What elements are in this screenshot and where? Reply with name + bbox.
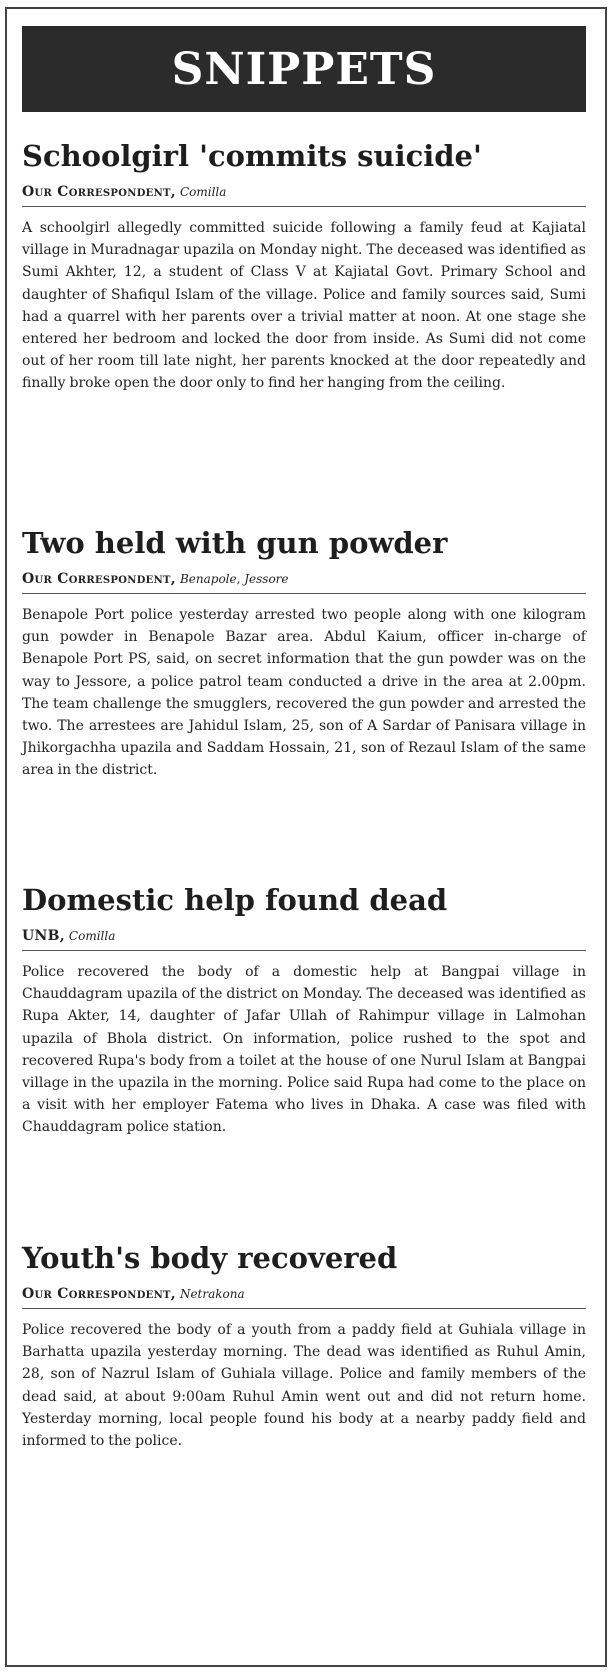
byline-source: Our Correspondent,: [22, 1286, 176, 1302]
story-byline: [22, 184, 586, 207]
byline-source: Our Correspondent,: [22, 571, 176, 587]
story-byline: [22, 928, 586, 951]
story-byline: [22, 1286, 586, 1309]
story-byline: [22, 571, 586, 594]
story-headline: Youth's body recovered: [22, 1241, 398, 1275]
story-youth-body: [22, 1240, 586, 1466]
story-domestic-help: [22, 882, 586, 1153]
byline-place: Comilla: [179, 185, 227, 199]
byline-place: Comilla: [68, 929, 116, 943]
story-body: A schoolgirl allegedly committed suicide following a family feud at Kajiatal village in Muradnagar upazila on Monday night. The deceased was identified as Sumi Akhter, 12, a student of Class V at Kajiatal Govt. Primary School and daughter of Shafiqul Islam of the village. Police and family sources said, Sumi had a quarrel with her parents over a trivial matter at noon. At one stage she entered her bedroom and locked the door from inside. As Sumi did not come out of her room till late night, her parents knocked at the door repeatedly and finally broke open the door only to find her hanging from the ceiling.: [22, 220, 586, 392]
masthead-title: SNIPPETS: [22, 26, 586, 112]
story-gun-powder: [22, 525, 586, 796]
story-body: Police recovered the body of a domestic help at Bangpai village in Chauddagram upazila of the district on Monday. The deceased was identified as Rupa Akter, 14, daughter of Jafar Ullah of Rahimpur village in Lalmohan upazila of Bhola district. On information, police rushed to the spot and recovered Rupa's body from a toilet at the house of one Nurul Islam at Bangpai village in the upazila in the morning. Police said Rupa had come to the place on a visit with her employer Fatema who lives in Dhaka. A case was filed with Chauddagram police station.: [22, 964, 586, 1136]
byline-place: Netrakona: [179, 1287, 245, 1301]
story-headline: Two held with gun powder: [22, 526, 448, 560]
story-body: Benapole Port police yesterday arrested two people along with one kilogram gun powder in Benapole Bazar area. Abdul Kaium, officer in-charge of Benapole Port PS, said, on secret information that the gun powder was on the way to Jessore, a police patrol team conducted a drive in the area at 2.00pm. The team challenge the smugglers, recovered the gun powder and arrested the two. The arrestees are Jahidul Islam, 25, son of A Sardar of Panisara village in Jhikorgachha upazila and Saddam Hossain, 21, son of Rezaul Islam of the same area in the district.: [22, 607, 586, 779]
story-headline: Domestic help found dead: [22, 883, 448, 917]
byline-source: Our Correspondent,: [22, 184, 176, 200]
byline-place: Benapole, Jessore: [179, 572, 289, 586]
story-headline: Schoolgirl 'commits suicide': [22, 139, 482, 173]
story-body: Police recovered the body of a youth from a paddy field at Guhiala village in Barhatta upazila yesterday morning. The dead was identified as Ruhul Amin, 28, son of Nazrul Islam of Guhiala village. Police and family members of the dead said, at about 9:00am Ruhul Amin went out and did not return home. Yesterday morning, local people found his body at a nearby paddy field and informed to the police.: [22, 1322, 586, 1450]
story-schoolgirl-suicide: [22, 138, 586, 409]
byline-source: UNB,: [22, 928, 65, 944]
